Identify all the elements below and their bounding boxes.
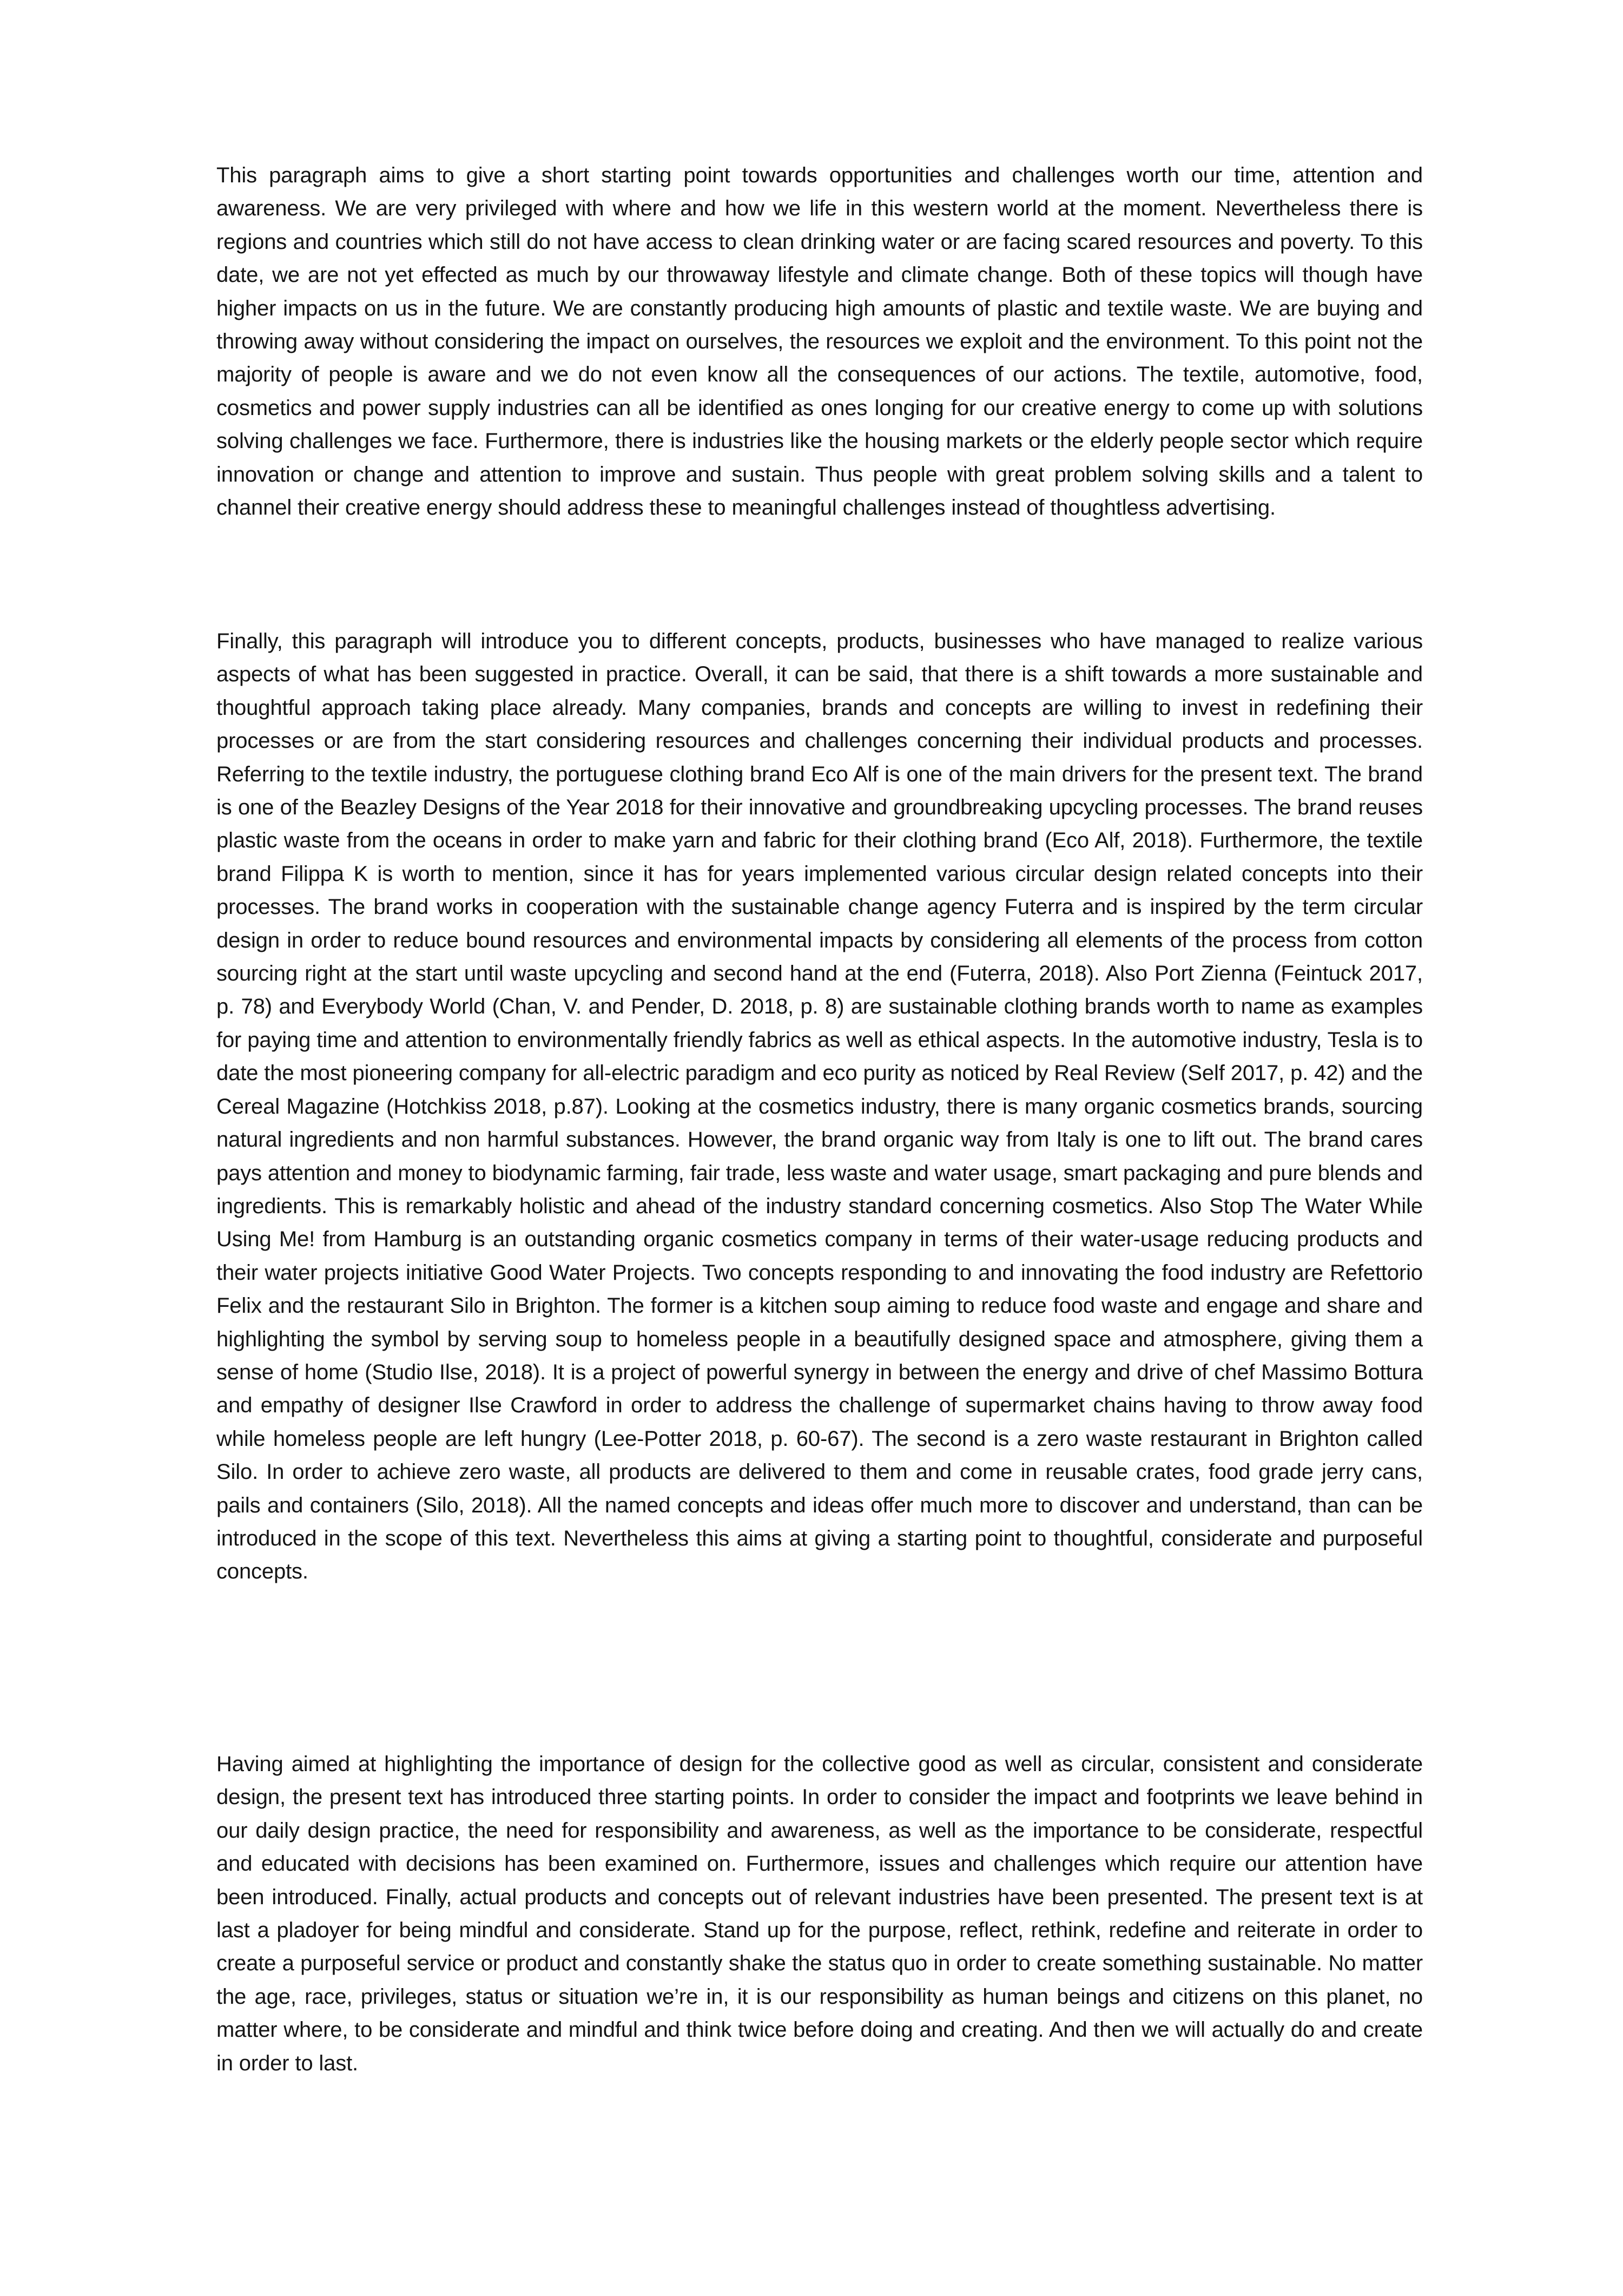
body-paragraph-concepts: Finally, this paragraph will introduce you to different concepts, products, businesses who have managed to realize various aspects of what has been suggested in practice. Overall, it can be said, that there is a shift towards a more sustainable and thoughtful approach taking place already. Many companies, brands and concepts are willing to invest in redefining their processes or are from the start considering resources and challenges concerning their individual products and processes. Referring to the textile industry, the portuguese clothing brand Eco Alf is one of the main drivers for the present text. The brand is one of the Beazley Designs of the Year 2018 for their innovative and groundbreaking upcycling processes. The brand reuses plastic waste from the oceans in order to make yarn and fabric for their clothing brand (Eco Alf, 2018). Furthermore, the textile brand Filippa K is worth to mention, since it has for years implemented various circular design related concepts into their processes. The brand works in cooperation with the sustainable change agency Futerra and is inspired by the term circular design in order to reduce bound resources and environmental impacts by considering all elements of the process from cotton sourcing right at the start until waste upcycling and second hand at the end (Futerra, 2018). Also Port Zienna (Feintuck 2017, p. 78) and Everybody World (Chan, V. and Pender, D. 2018, p. 8) are sustainable clothing brands worth to name as examples for paying time and attention to environmentally friendly fabrics as well as ethical aspects. In the automotive industry, Tesla is to date the most pioneering company for all-electric paradigm and eco purity as noticed by Real Review (Self 2017, p. 42) and the Cereal Magazine (Hotchkiss 2018, p.87). Looking at the cosmetics industry, there is many organic cosmetics brands, sourcing natural ingredients and non harmful substances. However, the brand organic way from Italy is one to lift out. The brand cares pays attention and money to biodynamic farming, fair trade, less waste and water usage, smart packaging and pure blends and ingredients. This is remarkably holistic and ahead of the industry standard concerning cosmetics. Also Stop The Water While Using Me! from Hamburg is an outstanding organic cosmetics company in terms of their water-usage reducing products and their water projects initiative Good Water Projects. Two concepts responding to and innovating the food industry are Refettorio Felix and the restaurant Silo in Brighton. The former is a kitchen soup aiming to reduce food waste and engage and share and highlighting the symbol by serving soup to homeless people in a beautifully designed space and atmosphere, giving them a sense of home (Studio Ilse, 2018). It is a project of powerful synergy in between the energy and drive of chef Massimo Bottura and empathy of designer Ilse Crawford in order to address the challenge of supermarket chains having to throw away food while homeless people are left hungry (Lee-Potter 2018, p. 60-67). The second is a zero waste restaurant in Brighton called Silo. In order to achieve zero waste, all products are delivered to them and come in reusable crates, food grade jerry cans, pails and containers (Silo, 2018). All the named concepts and ideas offer much more to discover and understand, than can be introduced in the scope of this text. Nevertheless this aims at giving a starting point to thoughtful, considerate and purposeful concepts. (216, 629, 1423, 1584)
body-paragraph-challenges: This paragraph aims to give a short starting point towards opportunities and challenges worth our time, attention and awareness. We are very privileged with where and how we life in this western world at the moment. Nevertheless there is regions and countries which still do not have access to clean drinking water or are facing scared resources and poverty. To this date, we are not yet effected as much by our throwaway lifestyle and climate change. Both of these topics will though have higher impacts on us in the future. We are constantly producing high amounts of plastic and textile waste. We are buying and throwing away without considering the impact on ourselves, the resources we exploit and the environment. To this point not the majority of people is aware and we do not even know all the consequences of our actions. The textile, automotive, food, cosmetics and power supply industries can all be identified as ones longing for our creative energy to come up with solutions solving challenges we face. Furthermore, there is industries like the housing markets or the elderly people sector which require innovation or change and attention to improve and sustain. Thus people with great problem solving skills and a talent to channel their creative energy should address these to meaningful challenges instead of thoughtless advertising. (216, 163, 1423, 520)
body-paragraph-conclusion: Having aimed at highlighting the importance of design for the collective good as well as circular, consistent and considerate design, the present text has introduced three starting points. In order to consider the impact and footprints we leave behind in our daily design practice, the need for responsibility and awareness, as well as the importance to be considerate, respectful and educated with decisions has been examined on. Furthermore, issues and challenges which require our attention have been introduced. Finally, actual products and concepts out of relevant industries have been presented. The present text is at last a pladoyer for being mindful and considerate. Stand up for the purpose, reflect, rethink, redefine and reiterate in order to create a purposeful service or product and constantly shake the status quo in order to create something sustainable. No matter the age, race, privileges, status or situation we’re in, it is our responsibility as human beings and citizens on this planet, no matter where, to be considerate and mindful and think twice before doing and creating. And then we will actually do and create in order to last. (216, 1752, 1423, 2075)
